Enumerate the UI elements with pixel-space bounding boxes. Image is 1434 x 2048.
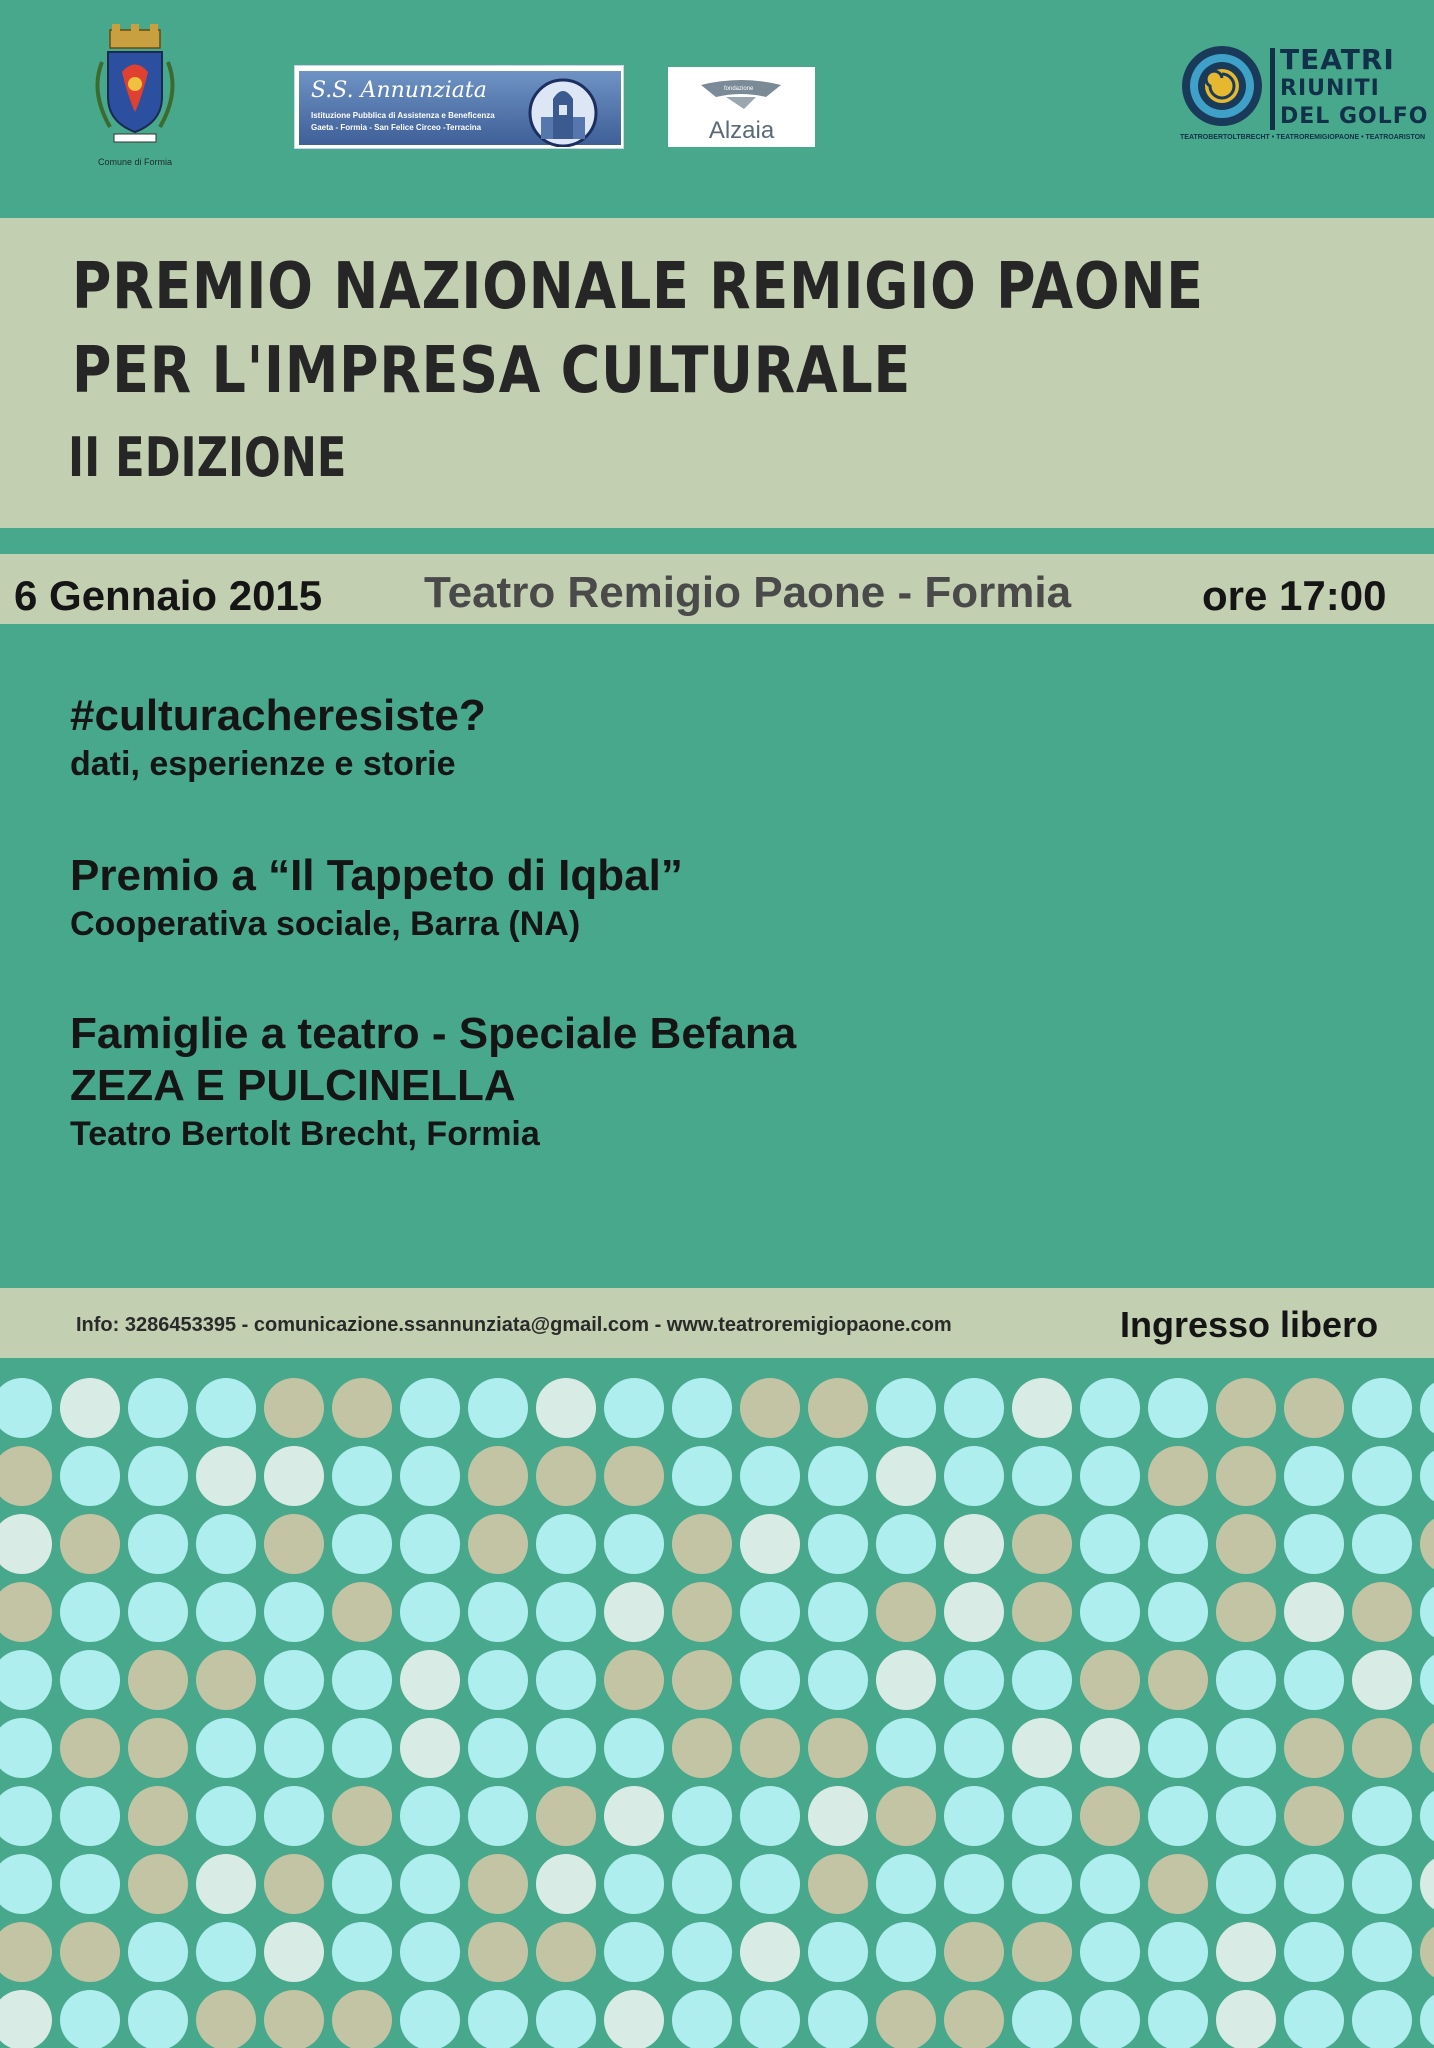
pattern-dot (536, 1446, 596, 1506)
pattern-dot (60, 1786, 120, 1846)
pattern-dot (196, 1990, 256, 2048)
pattern-dot (1420, 1718, 1434, 1778)
program-item-title: Famiglie a teatro - Speciale Befana (70, 1009, 797, 1058)
pattern-dot (1420, 1446, 1434, 1506)
pattern-dot (332, 1582, 392, 1642)
pattern-dot (808, 1582, 868, 1642)
pattern-dot (740, 1378, 800, 1438)
pattern-dot (468, 1786, 528, 1846)
pattern-dot (536, 1582, 596, 1642)
pattern-dot (1148, 1378, 1208, 1438)
pattern-dot (672, 1990, 732, 2048)
pattern-dot (1148, 1922, 1208, 1982)
pattern-dot (0, 1990, 52, 2048)
pattern-dot (1080, 1650, 1140, 1710)
pattern-dot (128, 1446, 188, 1506)
pattern-dot (468, 1582, 528, 1642)
pattern-dot (1012, 1582, 1072, 1642)
pattern-dot (1420, 1378, 1434, 1438)
pattern-dot (264, 1514, 324, 1574)
pattern-dot (1352, 1446, 1412, 1506)
pattern-dot (60, 1990, 120, 2048)
pattern-dot (808, 1378, 868, 1438)
pattern-dot (1012, 1514, 1072, 1574)
pattern-dot (808, 1514, 868, 1574)
pattern-dot (1216, 1990, 1276, 2048)
pattern-dot (1216, 1378, 1276, 1438)
edition-label: II EDIZIONE (68, 426, 347, 489)
pattern-dot (808, 1718, 868, 1778)
pattern-dot (60, 1582, 120, 1642)
pattern-dot (400, 1922, 460, 1982)
pattern-dot (468, 1650, 528, 1710)
pattern-dot (604, 1718, 664, 1778)
pattern-dot (1284, 1922, 1344, 1982)
teatri-line1: TEATRI (1280, 43, 1395, 76)
swirl-icon (1180, 44, 1264, 128)
pattern-dot (400, 1446, 460, 1506)
pattern-dot (1284, 1582, 1344, 1642)
pattern-dot (1080, 1446, 1140, 1506)
pattern-dot (332, 1990, 392, 2048)
pattern-dot (604, 1582, 664, 1642)
pattern-dot (60, 1446, 120, 1506)
pattern-dot (1284, 1446, 1344, 1506)
pattern-dot (876, 1514, 936, 1574)
pattern-dot (1148, 1446, 1208, 1506)
pattern-dot (196, 1446, 256, 1506)
pattern-dot (944, 1446, 1004, 1506)
pattern-dot (536, 1990, 596, 2048)
title-line2: PER L'IMPRESA CULTURALE (72, 334, 912, 408)
pattern-dot (808, 1922, 868, 1982)
pattern-dot (808, 1446, 868, 1506)
pattern-dot (1216, 1854, 1276, 1914)
pattern-dot (876, 1786, 936, 1846)
teatri-line3: DEL GOLFO (1280, 104, 1429, 129)
pattern-dot (1012, 1446, 1072, 1506)
pattern-dot (128, 1786, 188, 1846)
pattern-dot (944, 1650, 1004, 1710)
pattern-dot (0, 1378, 52, 1438)
pattern-dot (1148, 1582, 1208, 1642)
dot-pattern (0, 1374, 1434, 2048)
pattern-dot (332, 1650, 392, 1710)
pattern-dot (1352, 1786, 1412, 1846)
pattern-dot (876, 1854, 936, 1914)
pattern-dot (1284, 1854, 1344, 1914)
pattern-dot (536, 1378, 596, 1438)
pattern-dot (400, 1718, 460, 1778)
pattern-dot (876, 1650, 936, 1710)
ss-annunziata-banner (299, 71, 621, 145)
pattern-dot (536, 1514, 596, 1574)
pattern-dot (944, 1514, 1004, 1574)
ss-annunziata-line1: Istituzione Pubblica di Assistenza e Beneficenza (311, 111, 495, 120)
church-icon (523, 77, 603, 147)
pattern-dot (468, 1854, 528, 1914)
pattern-dot (1012, 1378, 1072, 1438)
pattern-dot (808, 1990, 868, 2048)
pattern-dot (60, 1922, 120, 1982)
pattern-dot (1352, 1514, 1412, 1574)
program-item-title: Premio a “Il Tappeto di Iqbal” (70, 851, 683, 900)
pattern-dot (128, 1514, 188, 1574)
pattern-dot (672, 1446, 732, 1506)
pattern-dot (944, 1786, 1004, 1846)
pattern-dot (1080, 1922, 1140, 1982)
pattern-dot (400, 1378, 460, 1438)
pattern-dot (264, 1650, 324, 1710)
pattern-dot (1148, 1990, 1208, 2048)
pattern-dot (1148, 1854, 1208, 1914)
pattern-dot (1284, 1650, 1344, 1710)
header (0, 0, 1434, 218)
pattern-dot (400, 1650, 460, 1710)
pattern-dot (740, 1650, 800, 1710)
pattern-dot (1216, 1650, 1276, 1710)
pattern-dot (672, 1922, 732, 1982)
pattern-dot (740, 1446, 800, 1506)
program-item (70, 690, 486, 786)
pattern-dot (1148, 1514, 1208, 1574)
pattern-dot (1080, 1514, 1140, 1574)
pattern-dot (332, 1446, 392, 1506)
pattern-dot (0, 1650, 52, 1710)
pattern-dot (128, 1378, 188, 1438)
pattern-dot (1216, 1718, 1276, 1778)
pattern-dot (264, 1786, 324, 1846)
pattern-dot (400, 1990, 460, 2048)
pattern-dot (128, 1854, 188, 1914)
program-item-subtitle: Cooperativa sociale, Barra (NA) (70, 905, 581, 943)
pattern-dot (1284, 1718, 1344, 1778)
pattern-dot (128, 1582, 188, 1642)
pattern-dot (1148, 1718, 1208, 1778)
pattern-dot (672, 1854, 732, 1914)
pattern-dot (264, 1990, 324, 2048)
pattern-dot (1420, 1854, 1434, 1914)
pattern-dot (1012, 1922, 1072, 1982)
pattern-dot (1216, 1514, 1276, 1574)
pattern-dot (332, 1786, 392, 1846)
pattern-dot (944, 1990, 1004, 2048)
pattern-dot (1012, 1786, 1072, 1846)
pattern-dot (196, 1650, 256, 1710)
pattern-dot (604, 1990, 664, 2048)
pattern-dot (876, 1718, 936, 1778)
pattern-dot (604, 1854, 664, 1914)
pattern-dot (0, 1922, 52, 1982)
teatri-riuniti-logo (1180, 43, 1429, 154)
pattern-dot (128, 1718, 188, 1778)
pattern-dot (0, 1582, 52, 1642)
teatri-venues: TEATROBERTOLTBRECHT • TEATROREMIGIOPAONE • TEATROARISTON (1180, 134, 1426, 141)
program-item-title: #culturacheresiste? (70, 691, 486, 740)
pattern-dot (1352, 1854, 1412, 1914)
pattern-dot (1420, 1582, 1434, 1642)
pattern-dot (196, 1582, 256, 1642)
pattern-dot (1420, 1650, 1434, 1710)
pattern-dot (1352, 1990, 1412, 2048)
pattern-dot (400, 1582, 460, 1642)
pattern-dot (672, 1378, 732, 1438)
pattern-dot (808, 1650, 868, 1710)
contact-info: Info: 3286453395 - comunicazione.ssannunziata@gmail.com - www.teatroremigiopaone.com (76, 1314, 952, 1336)
pattern-dot (1216, 1922, 1276, 1982)
pattern-dot (1012, 1718, 1072, 1778)
ss-annunziata-line2: Gaeta - Formia - San Felice Circeo -Terracina (311, 123, 482, 132)
pattern-dot (264, 1582, 324, 1642)
pattern-dot (944, 1718, 1004, 1778)
event-venue: Teatro Remigio Paone - Formia (424, 568, 1072, 617)
pattern-dot (332, 1514, 392, 1574)
event-date: 6 Gennaio 2015 (14, 572, 323, 619)
pattern-dot (400, 1514, 460, 1574)
program-item (70, 850, 683, 946)
pattern-dot (128, 1922, 188, 1982)
pattern-dot (604, 1922, 664, 1982)
pattern-dot (876, 1582, 936, 1642)
pattern-dot (468, 1718, 528, 1778)
pattern-dot (1216, 1786, 1276, 1846)
pattern-dot (536, 1854, 596, 1914)
pattern-dot (1012, 1650, 1072, 1710)
pattern-dot (468, 1378, 528, 1438)
pattern-dot (1080, 1990, 1140, 2048)
pattern-dot (0, 1718, 52, 1778)
program-item (70, 1008, 796, 1156)
pattern-dot (944, 1922, 1004, 1982)
pattern-dot (740, 1514, 800, 1574)
pattern-dot (60, 1514, 120, 1574)
pattern-dot (196, 1854, 256, 1914)
teatri-divider (1270, 48, 1275, 130)
title-line1: PREMIO NAZIONALE REMIGIO PAONE (72, 250, 1204, 324)
pattern-dot (672, 1650, 732, 1710)
pattern-dot (332, 1378, 392, 1438)
pattern-dot (876, 1446, 936, 1506)
pattern-dot (1216, 1446, 1276, 1506)
pattern-dot (604, 1514, 664, 1574)
info-band (0, 1288, 1434, 1358)
pattern-dot (1080, 1718, 1140, 1778)
pattern-dot (1080, 1582, 1140, 1642)
pattern-dot (60, 1650, 120, 1710)
pattern-dot (400, 1854, 460, 1914)
pattern-dot (400, 1786, 460, 1846)
event-time: ore 17:00 (1202, 572, 1387, 619)
pattern-dot (1284, 1514, 1344, 1574)
pattern-dot (264, 1378, 324, 1438)
program-item-subtitle: dati, esperienze e storie (70, 745, 456, 783)
pattern-dot (468, 1446, 528, 1506)
pattern-dot (196, 1786, 256, 1846)
pattern-dot (876, 1990, 936, 2048)
pattern-dot (672, 1718, 732, 1778)
pattern-dot (1080, 1854, 1140, 1914)
pattern-dot (604, 1650, 664, 1710)
pattern-dot (1420, 1990, 1434, 2048)
pattern-dot (60, 1378, 120, 1438)
pattern-dot (332, 1922, 392, 1982)
pattern-dot (604, 1786, 664, 1846)
free-entry-label: Ingresso libero (1120, 1304, 1379, 1345)
pattern-dot (196, 1378, 256, 1438)
ss-annunziata-title: S.S. Annunziata (311, 78, 487, 103)
pattern-dot (740, 1922, 800, 1982)
program-item-subtitle: Teatro Bertolt Brecht, Formia (70, 1115, 540, 1153)
coat-of-arms-icon (80, 22, 190, 157)
pattern-dot (196, 1514, 256, 1574)
show-title: ZEZA E PULCINELLA (70, 1061, 516, 1110)
pattern-dot (60, 1718, 120, 1778)
pattern-dot (1012, 1990, 1072, 2048)
pattern-dot (536, 1922, 596, 1982)
pattern-dot (1420, 1514, 1434, 1574)
fondazione-alzaia-logo (668, 67, 815, 147)
date-band (0, 554, 1434, 624)
pattern-dot (740, 1582, 800, 1642)
pattern-dot (264, 1718, 324, 1778)
ss-annunziata-logo (294, 65, 624, 149)
pattern-dot (196, 1922, 256, 1982)
alzaia-small-label: fondazione (724, 86, 754, 92)
pattern-dot (264, 1854, 324, 1914)
pattern-dot (264, 1922, 324, 1982)
pattern-dot (128, 1990, 188, 2048)
pattern-dot (536, 1650, 596, 1710)
pattern-dot (1284, 1786, 1344, 1846)
pattern-dot (536, 1786, 596, 1846)
pattern-dot (1420, 1922, 1434, 1982)
pattern-dot (1352, 1650, 1412, 1710)
pattern-dot (808, 1854, 868, 1914)
pattern-dot (944, 1582, 1004, 1642)
pattern-dot (1012, 1854, 1072, 1914)
pattern-dot (0, 1514, 52, 1574)
pattern-dot (740, 1854, 800, 1914)
pattern-dot (536, 1718, 596, 1778)
pattern-dot (1148, 1786, 1208, 1846)
pattern-dot (604, 1446, 664, 1506)
pattern-dot (196, 1718, 256, 1778)
pattern-dot (1352, 1922, 1412, 1982)
pattern-dot (264, 1446, 324, 1506)
comune-di-formia-logo (80, 22, 190, 172)
pattern-dot (1352, 1718, 1412, 1778)
pattern-dot (0, 1786, 52, 1846)
pattern-dot (0, 1446, 52, 1506)
pattern-dot (332, 1854, 392, 1914)
pattern-dot (332, 1718, 392, 1778)
pattern-dot (944, 1854, 1004, 1914)
pattern-dot (60, 1854, 120, 1914)
pattern-dot (740, 1718, 800, 1778)
title-band (0, 218, 1434, 528)
pattern-dot (1216, 1582, 1276, 1642)
pattern-dot (1080, 1786, 1140, 1846)
pattern-dot (1420, 1786, 1434, 1846)
pattern-dot (740, 1786, 800, 1846)
pattern-dot (672, 1582, 732, 1642)
comune-caption: Comune di Formia (97, 157, 173, 167)
teatri-line2: RIUNITI (1280, 76, 1380, 101)
pattern-dot (672, 1514, 732, 1574)
pattern-dot (468, 1922, 528, 1982)
pattern-dot (468, 1990, 528, 2048)
pattern-dot (468, 1514, 528, 1574)
pattern-dot (808, 1786, 868, 1846)
pattern-dot (672, 1786, 732, 1846)
pattern-dot (1352, 1582, 1412, 1642)
pattern-dot (876, 1922, 936, 1982)
pattern-dot (1284, 1990, 1344, 2048)
pattern-dot (1080, 1378, 1140, 1438)
pattern-dot (1148, 1650, 1208, 1710)
pattern-dot (604, 1378, 664, 1438)
pattern-dot (944, 1378, 1004, 1438)
pattern-dot (0, 1854, 52, 1914)
pattern-dot (740, 1990, 800, 2048)
alzaia-name: Alzaia (708, 117, 775, 144)
pattern-dot (876, 1378, 936, 1438)
alzaia-ship-icon (696, 75, 786, 115)
pattern-dot (1352, 1378, 1412, 1438)
pattern-dot (1284, 1378, 1344, 1438)
pattern-dot (128, 1650, 188, 1710)
